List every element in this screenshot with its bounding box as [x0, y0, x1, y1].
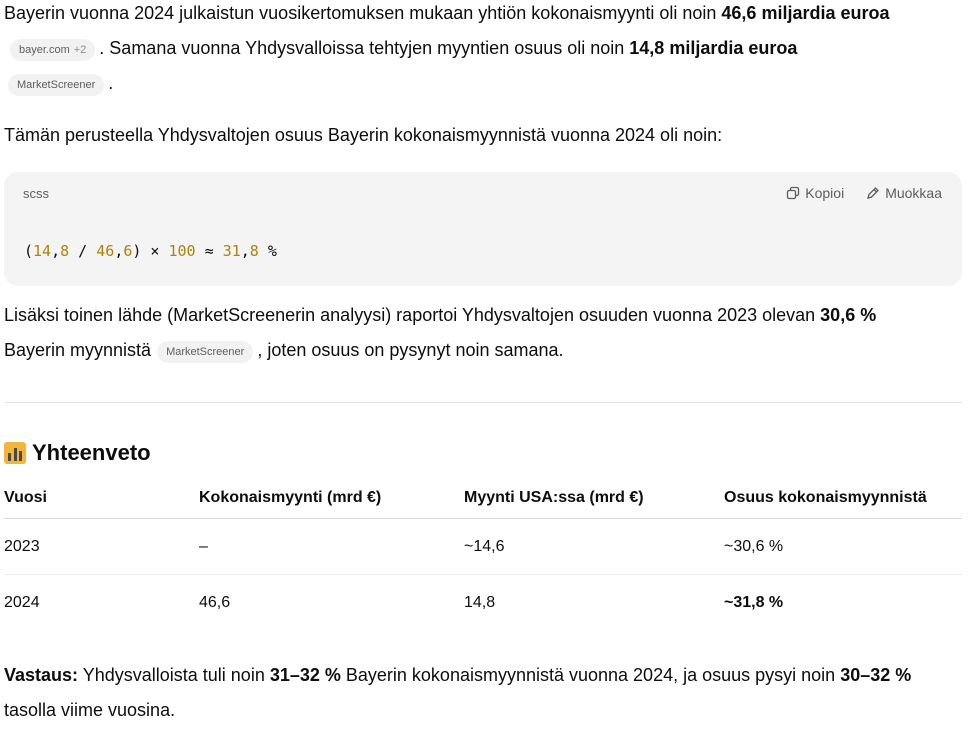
cell-share: ~31,8 %	[724, 593, 784, 611]
copy-button[interactable]	[786, 185, 844, 201]
code-line: (14,8 / 46,6) × 100 ≈ 31,8 %	[24, 242, 277, 260]
pencil-icon	[866, 186, 880, 200]
answer-label: Vastaus:	[4, 665, 79, 685]
extra-paragraph	[4, 298, 964, 368]
summary-heading	[4, 440, 151, 466]
source-chip-bayer[interactable]	[10, 39, 95, 61]
table-row	[4, 575, 962, 631]
header-total-sales: Kokonaismyynti (mrd €)	[199, 478, 464, 519]
cell-us-sales: ~14,6	[464, 519, 724, 575]
intro-text-1: Bayerin vuonna 2024 julkaistun vuosikertomuksen mukaan yhtiön kokonaismyynti oli noin	[4, 3, 722, 23]
cell-total-sales: 46,6	[199, 593, 231, 611]
source-chip-marketscreener-2[interactable]: MarketScreener	[157, 341, 253, 363]
extra-text-2: Bayerin myynnistä	[4, 340, 152, 360]
code-block	[4, 172, 962, 286]
edit-label: Muokkaa	[885, 185, 942, 201]
table-header-row	[4, 478, 962, 519]
answer-text-3: tasolla viime vuosina.	[4, 700, 176, 720]
intro-text-2: . Samana vuonna Yhdysvalloissa tehtyjen myyntien osuus oli noin	[99, 38, 630, 58]
cell-us-sales: 14,8	[464, 593, 496, 611]
edit-button[interactable]	[866, 185, 942, 201]
copy-label: Kopioi	[805, 185, 845, 201]
extra-share-2023: 30,6 %	[820, 305, 877, 325]
answer-text-1: Yhdysvalloista tuli noin	[78, 665, 270, 685]
extra-text-1: Lisäksi toinen lähde (MarketScreenerin analyysi) raportoi Yhdysvaltojen osuuden vuonna 2023 olevan	[4, 305, 821, 325]
source-chip-more: +2	[73, 44, 87, 56]
source-chip-marketscreener[interactable]: MarketScreener	[8, 74, 104, 96]
header-year: Vuosi	[4, 478, 199, 519]
header-share: Osuus kokonaismyynnistä	[724, 478, 962, 519]
answer-paragraph	[4, 658, 964, 728]
answer-text-2: Bayerin kokonaismyynnistä vuonna 2024, ja osuus pysyi noin	[340, 665, 841, 685]
table-row	[4, 519, 962, 575]
basis-paragraph: Tämän perusteella Yhdysvaltojen osuus Bayerin kokonaismyynnistä vuonna 2024 oli noin:	[4, 125, 723, 145]
cell-total-sales: –	[199, 519, 464, 575]
answer-share-2024: 31–32 %	[269, 665, 341, 685]
copy-icon	[786, 186, 800, 200]
intro-text-3: .	[108, 73, 114, 93]
answer-share-range: 30–32 %	[840, 665, 912, 685]
cell-share: ~30,6 %	[724, 519, 962, 575]
summary-table	[4, 478, 962, 630]
bar-chart-icon	[4, 442, 26, 464]
source-chip-label: bayer.com	[19, 44, 70, 56]
intro-total-sales: 46,6 miljardia euroa	[721, 3, 890, 23]
extra-text-3: , joten osuus on pysynyt noin samana.	[257, 340, 564, 360]
cell-year: 2024	[4, 593, 40, 611]
intro-us-sales: 14,8 miljardia euroa	[629, 38, 798, 58]
intro-paragraph	[4, 0, 964, 101]
divider	[4, 402, 962, 403]
code-language-label: scss	[23, 186, 49, 201]
summary-heading-text: Yhteenveto	[32, 440, 151, 465]
header-us-sales: Myynti USA:ssa (mrd €)	[464, 478, 724, 519]
cell-year: 2023	[4, 519, 199, 575]
code-actions	[786, 185, 942, 201]
